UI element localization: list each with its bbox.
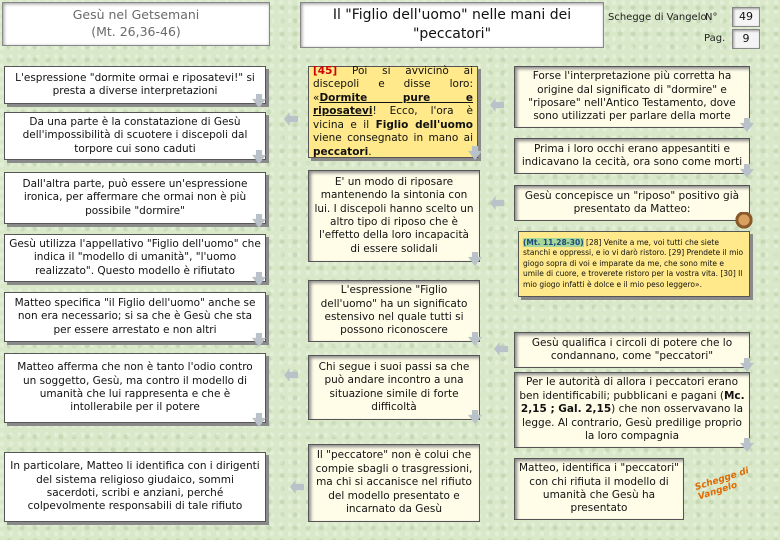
middle-box-3: Chi segue i suoi passi sa che può andare incontro a una situazione simile di forte difficoltà: [308, 355, 480, 420]
right-box-1: Forse l'interpretazione più corretta ha origine dal significato di "dormire" e "riposare" nell'Antico Testamento, dove sono utilizzati per parlare della morte: [514, 66, 750, 128]
right-box-2: Prima i loro occhi erano appesantiti e indicavano la cecità, ora sono come morti: [514, 138, 750, 174]
left-arrow-icon: [490, 98, 504, 112]
subject-reference: (Mt. 26,36-46): [91, 24, 181, 39]
series-stamp: Schegge di Vangelo: [693, 466, 751, 503]
right-box-4: Gesù qualifica i circoli di potere che lo condannano, come "peccatori": [514, 332, 750, 368]
matthew-quote-box: (Mt. 11,28-30) [28] Venite a me, voi tutti che siete stanchi e oppressi, e io vi darò ristoro. [29] Prendete il mio giogo sopra di voi e imparate da me, che sono mite e umile di cuore, e troverete ristoro per la vostra vita. [30] Il mio giogo infatti è dolce e il mio peso leggero».: [518, 231, 750, 297]
left-arrow-icon: [284, 112, 298, 126]
right-box-5: Per le autorità di allora i peccatori erano ben identificabili; pubblicani e pagani (Mc. 2,15 ; Gal. 2,15) che non osservavano la legge. Al contrario, Gesù predilige proprio la loro compagnia: [514, 372, 750, 448]
number-value: 49: [732, 7, 760, 27]
left-box-4: Gesù utilizza l'appellativo "Figlio dell'uomo" che indica il "modello di umanità", "l'uomo realizzato". Questo modello è rifiutato: [4, 234, 266, 282]
left-box-1: L'espressione "dormite ormai e riposatevi!" si presta a diverse interpretazioni: [4, 66, 266, 104]
title-line-1: Il "Figlio dell'uomo" nelle mani dei: [332, 7, 572, 24]
header-subject: [2, 2, 270, 46]
left-arrow-icon: [284, 368, 298, 382]
left-box-7: In particolare, Matteo li identifica con i dirigenti del sistema religioso giudaico, sommi sacerdoti, scribi e anziani, perché colpevolmente responsabili di tale rifiuto: [4, 452, 266, 522]
page-title: [300, 2, 604, 48]
number-label: N°: [705, 12, 718, 23]
middle-box-1: E' un modo di riposare mantenendo la sintonia con lui. I discepoli hanno scelto un altro tipo di riposo che è l'effetto della loro incapacità di essere solidali: [308, 170, 480, 262]
left-box-5: Matteo specifica "il Figlio dell'uomo" anche se non era necessario; si sa che è Gesù che sta per essere arrestato e non altri: [4, 292, 266, 342]
page-label: Pag.: [704, 33, 726, 44]
gospel-quote-box: [45] Poi si avvicinò ai discepoli e disse loro: «Dormite pure e riposatevi! Ecco, l'ora è vicina e il Figlio dell'uomo viene consegnato in mano ai peccatori.: [308, 66, 478, 158]
subject-title: Gesù nel Getsemani: [72, 7, 200, 23]
page-number: 9: [732, 29, 760, 49]
left-box-3: Dall'altra parte, può essere un'espressione ironica, per affermare che ormai non è più possibile "dormire": [4, 172, 266, 224]
left-box-2: Da una parte è la constatazione di Gesù dell'impossibilità di scuotere i discepoli dal torpore cui sono caduti: [4, 112, 266, 160]
middle-box-4: Il "peccatore" non è colui che compie sbagli o trasgressioni, ma chi si accanisce nel rifiuto del modello presentato e incarnato da Gesù: [308, 444, 480, 522]
right-box-3: Gesù concepisce un "riposo" positivo già presentato da Matteo:: [514, 185, 750, 221]
left-arrow-icon: [290, 480, 304, 494]
left-box-6: Matteo afferma che non è tanto l'odio contro un soggetto, Gesù, ma contro il modello di umanità che lui rappresenta e che è intollerabile per il potere: [4, 353, 266, 423]
series-label: Schegge di Vangelo: [608, 12, 707, 23]
middle-box-2: L'espressione "Figlio dell'uomo" ha un significato estensivo nel quale tutti si possono riconoscere: [308, 280, 480, 342]
right-box-6: Matteo, identifica i "peccatori" con chi rifiuta il modello di umanità che Gesù ha presentato: [514, 458, 684, 520]
left-arrow-icon: [490, 196, 504, 210]
angel-icon: [734, 212, 754, 232]
title-line-2: "peccatori": [412, 26, 492, 42]
left-arrow-icon: [494, 342, 508, 356]
